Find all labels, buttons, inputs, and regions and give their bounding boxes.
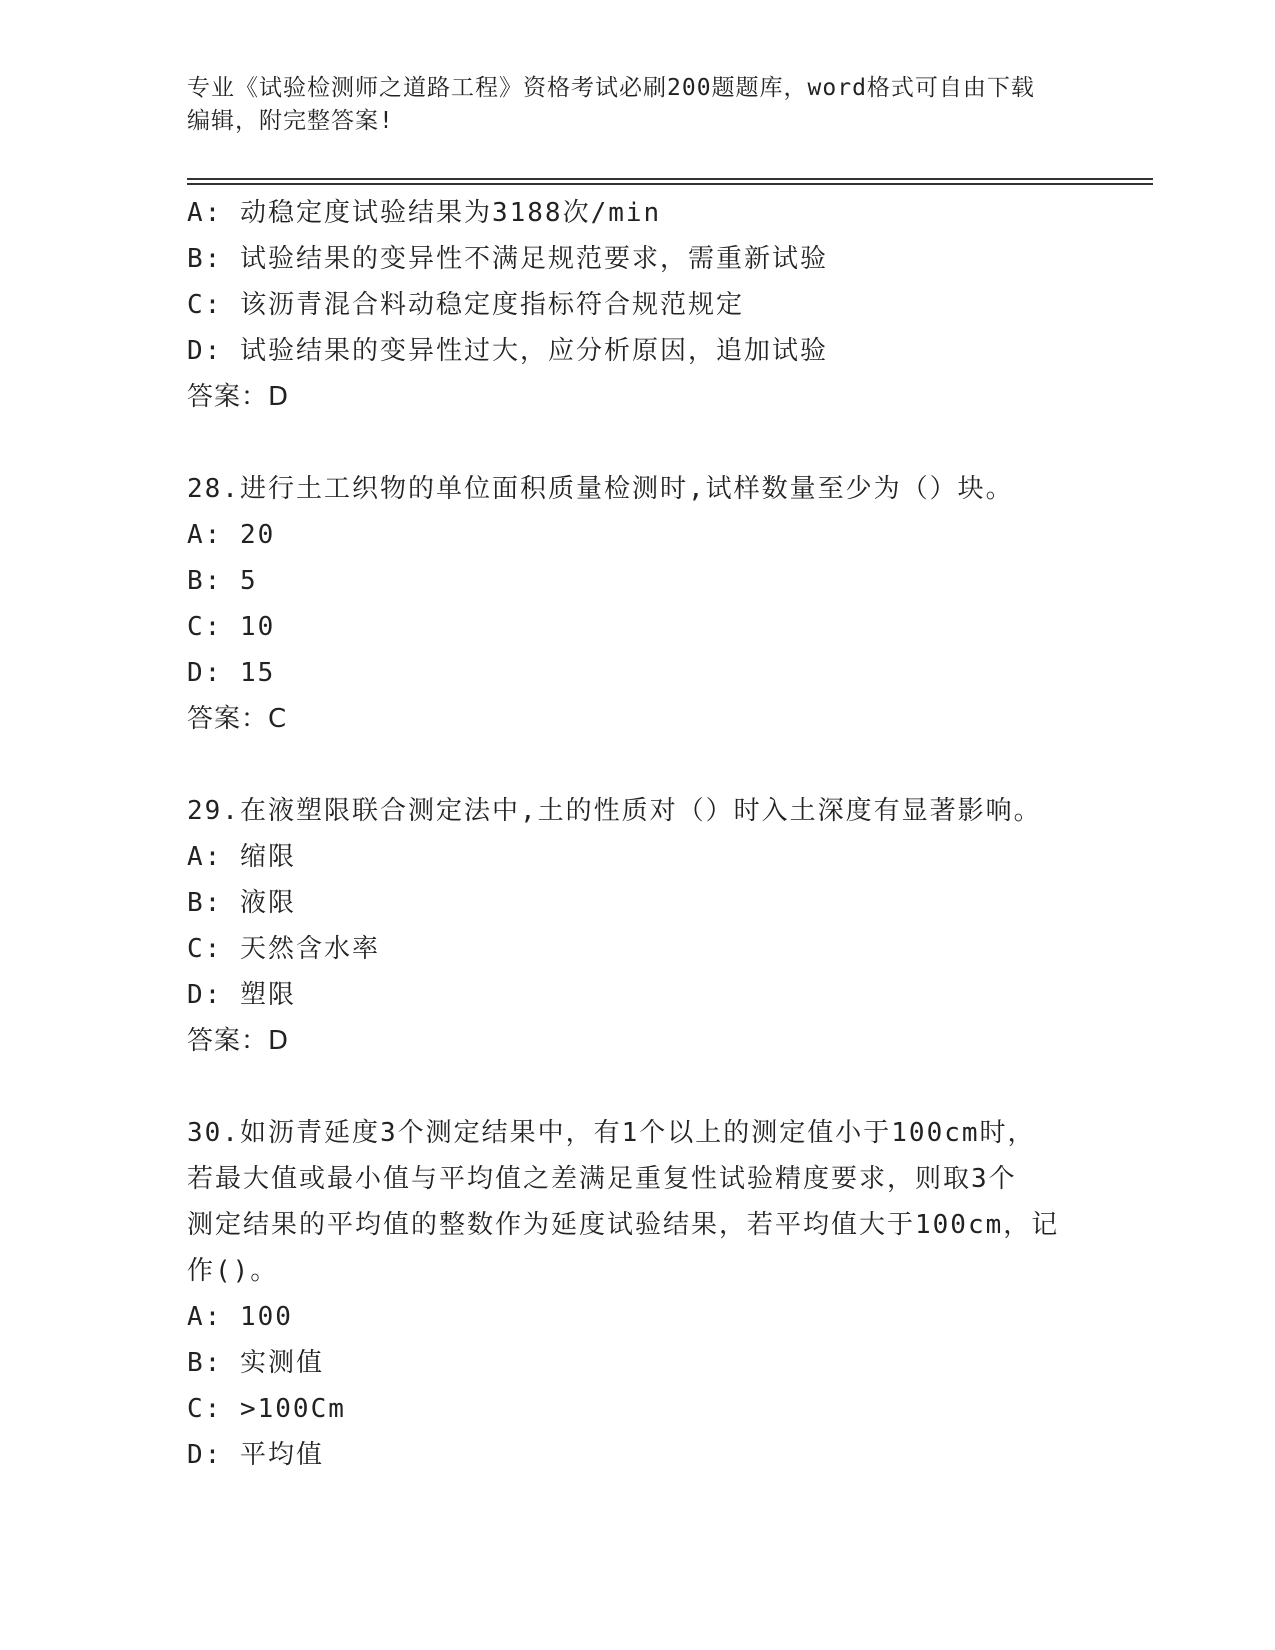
header-divider-bottom bbox=[187, 183, 1153, 185]
option-b: B: 液限 bbox=[187, 888, 296, 918]
header-title-line-1: 专业《试验检测师之道路工程》资格考试必刷200题题库，word格式可自由下载 bbox=[187, 75, 1035, 101]
document-header bbox=[187, 72, 1087, 138]
option-c: C: 10 bbox=[187, 612, 276, 642]
option-a: A: 缩限 bbox=[187, 842, 296, 872]
answer-label: 答案：D bbox=[187, 382, 290, 412]
question-list bbox=[187, 190, 1087, 1478]
option-c: C: 该沥青混合料动稳定度指标符合规范规定 bbox=[187, 290, 744, 320]
spacer bbox=[187, 1064, 1087, 1110]
question-stem: 28.进行土工织物的单位面积质量检测时,试样数量至少为（）块。 bbox=[187, 474, 1014, 504]
option-d: D: 15 bbox=[187, 658, 276, 688]
answer-label: 答案：C bbox=[187, 704, 288, 734]
question-stem: 29.在液塑限联合测定法中,土的性质对（）时入土深度有显著影响。 bbox=[187, 796, 1042, 826]
question-stem-line-4: 作()。 bbox=[187, 1256, 279, 1286]
option-c: C: 天然含水率 bbox=[187, 934, 380, 964]
question-29 bbox=[187, 788, 1087, 1064]
option-a: A: 20 bbox=[187, 520, 276, 550]
option-d: D: 平均值 bbox=[187, 1440, 324, 1470]
question-30 bbox=[187, 1110, 1087, 1478]
option-c: C: >100Cm bbox=[187, 1394, 346, 1424]
option-b: B: 5 bbox=[187, 566, 258, 596]
question-28 bbox=[187, 466, 1087, 742]
header-divider-top bbox=[187, 178, 1153, 180]
header-title-line-2: 编辑，附完整答案! bbox=[187, 108, 394, 134]
option-d: D: 试验结果的变异性过大，应分析原因，追加试验 bbox=[187, 336, 828, 366]
option-a: A: 动稳定度试验结果为3188次/min bbox=[187, 198, 662, 228]
question-stem-line-1: 30.如沥青延度3个测定结果中，有1个以上的测定值小于100cm时， bbox=[187, 1118, 1036, 1148]
option-b: B: 实测值 bbox=[187, 1348, 324, 1378]
option-a: A: 100 bbox=[187, 1302, 293, 1332]
question-27-continued bbox=[187, 190, 1087, 420]
question-stem-line-3: 测定结果的平均值的整数作为延度试验结果，若平均值大于100cm，记 bbox=[187, 1210, 1060, 1240]
option-d: D: 塑限 bbox=[187, 980, 296, 1010]
option-b: B: 试验结果的变异性不满足规范要求，需重新试验 bbox=[187, 244, 828, 274]
spacer bbox=[187, 742, 1087, 788]
answer-label: 答案：D bbox=[187, 1026, 290, 1056]
spacer bbox=[187, 420, 1087, 466]
question-stem-line-2: 若最大值或最小值与平均值之差满足重复性试验精度要求，则取3个 bbox=[187, 1164, 1017, 1194]
